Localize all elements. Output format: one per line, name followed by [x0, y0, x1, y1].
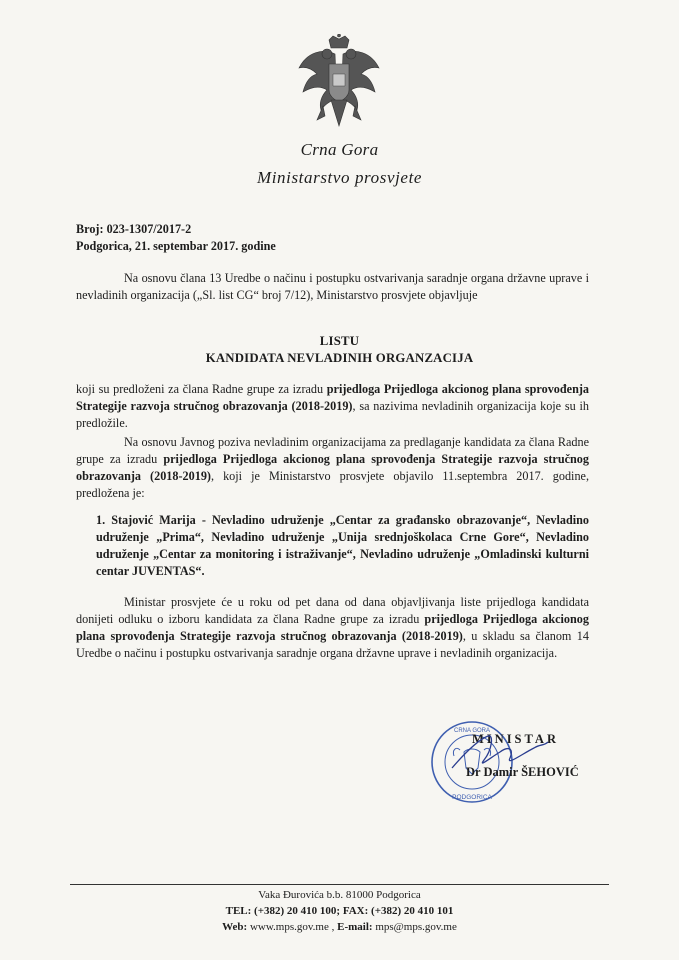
- paragraph-text: Ministar prosvjete će u roku od pet dana od dana objavljivanja liste prijedloga kandidata donijeti odluku o izboru kandidata za člana Radne grupe za izradu: [76, 595, 589, 626]
- document-date: Podgorica, 21. septembar 2017. godine: [76, 239, 276, 253]
- paragraph-text: , koji je Ministarstvo prosvjete objavilo 11.septembra 2017. godine, predložena je:: [76, 469, 589, 500]
- web-link[interactable]: www.mps.gov.me ,: [249, 921, 335, 933]
- document-number: Broj: 023-1307/2017-2: [76, 222, 192, 236]
- heading-list: LISTU: [319, 334, 360, 348]
- svg-text:PODGORICA: PODGORICA: [452, 794, 492, 801]
- footer-phone: [0, 905, 679, 917]
- signatory-name: Dr Damir ŠEHOVIĆ: [466, 765, 579, 779]
- footer-web: [0, 921, 679, 933]
- letterhead-ministry: Ministarstvo prosvjete: [256, 168, 423, 187]
- paragraph-text: , u skladu sa članom 14 Uredbe o načinu i postupku ostvarivanja saradnje organa državne uprave i nevladinih organizacija.: [76, 629, 589, 660]
- paragraph-public-call: [76, 434, 589, 502]
- footer-address: Vaka Đurovića b.b. 81000 Podgorica: [258, 889, 421, 901]
- paragraph-bold-text: prijedloga Prijedloga akcionog plana sprovođenja Strategije razvoja stručnog obrazovanja (2018-2019): [76, 382, 589, 413]
- paragraph-bold-text: prijedloga Prijedloga akcionog plana sprovođenja Strategije razvoja stručnog obrazovanja (2018-2019): [76, 612, 589, 643]
- heading-candidates: KANDIDATA NEVLADINIH ORGANZACIJA: [205, 351, 474, 365]
- footer-divider: [70, 884, 609, 885]
- signature-block: [426, 720, 616, 800]
- nominee-list-item: 1. Stajović Marija - Nevladino udruženje „Centar za građansko obrazovanje“, Nevladino udruženje „Prima“, Nevladino udruženje „Unija srednjoškolaca Crne Gore“, Nevladino udruženje „Centar za monitoring i istraživanje“, Nevladino udruženje „Omladinski kulturni centar JUVENTAS“.: [96, 513, 589, 578]
- letterhead-country: Crna Gora: [300, 140, 379, 159]
- paragraph-text: Na osnovu Javnog poziva nevladinim organizacijama za predlaganje kandidata za člana Radne grupe za izradu: [76, 435, 589, 466]
- email-label: E-mail:: [337, 921, 373, 933]
- svg-text:CRNA GORA: CRNA GORA: [453, 728, 491, 734]
- web-label: Web:: [222, 921, 248, 933]
- phone-number: (+382) 20 410 100;: [254, 905, 341, 917]
- coat-of-arms-icon: [293, 34, 385, 136]
- paragraph-text: koji su predloženi za člana Radne grupe za izradu: [76, 382, 327, 396]
- fax-label: FAX:: [342, 905, 369, 917]
- phone-label: TEL:: [225, 905, 252, 917]
- intro-paragraph: Na osnovu člana 13 Uredbe o načinu i postupku ostvarivanja saradnje organa državne uprave i nevladinih organizacija („Sl. list CG“ broj 7/12), Ministarstvo prosvjete objavljuje: [76, 271, 589, 302]
- signatory-title: MINISTAR: [472, 732, 559, 746]
- email-link[interactable]: mps@mps.gov.me: [375, 921, 457, 933]
- paragraph-bold-text: prijedloga Prijedloga akcionog plana sprovođenja Strategije razvoja stručnog obrazovanja (2018-2019): [76, 452, 589, 483]
- paragraph-proposed: [76, 381, 589, 432]
- paragraph-text: , sa nazivima nevladinih organizacija koje su ih predložile.: [76, 399, 589, 430]
- fax-number: (+382) 20 410 101: [371, 905, 454, 917]
- paragraph-decision: [76, 594, 589, 662]
